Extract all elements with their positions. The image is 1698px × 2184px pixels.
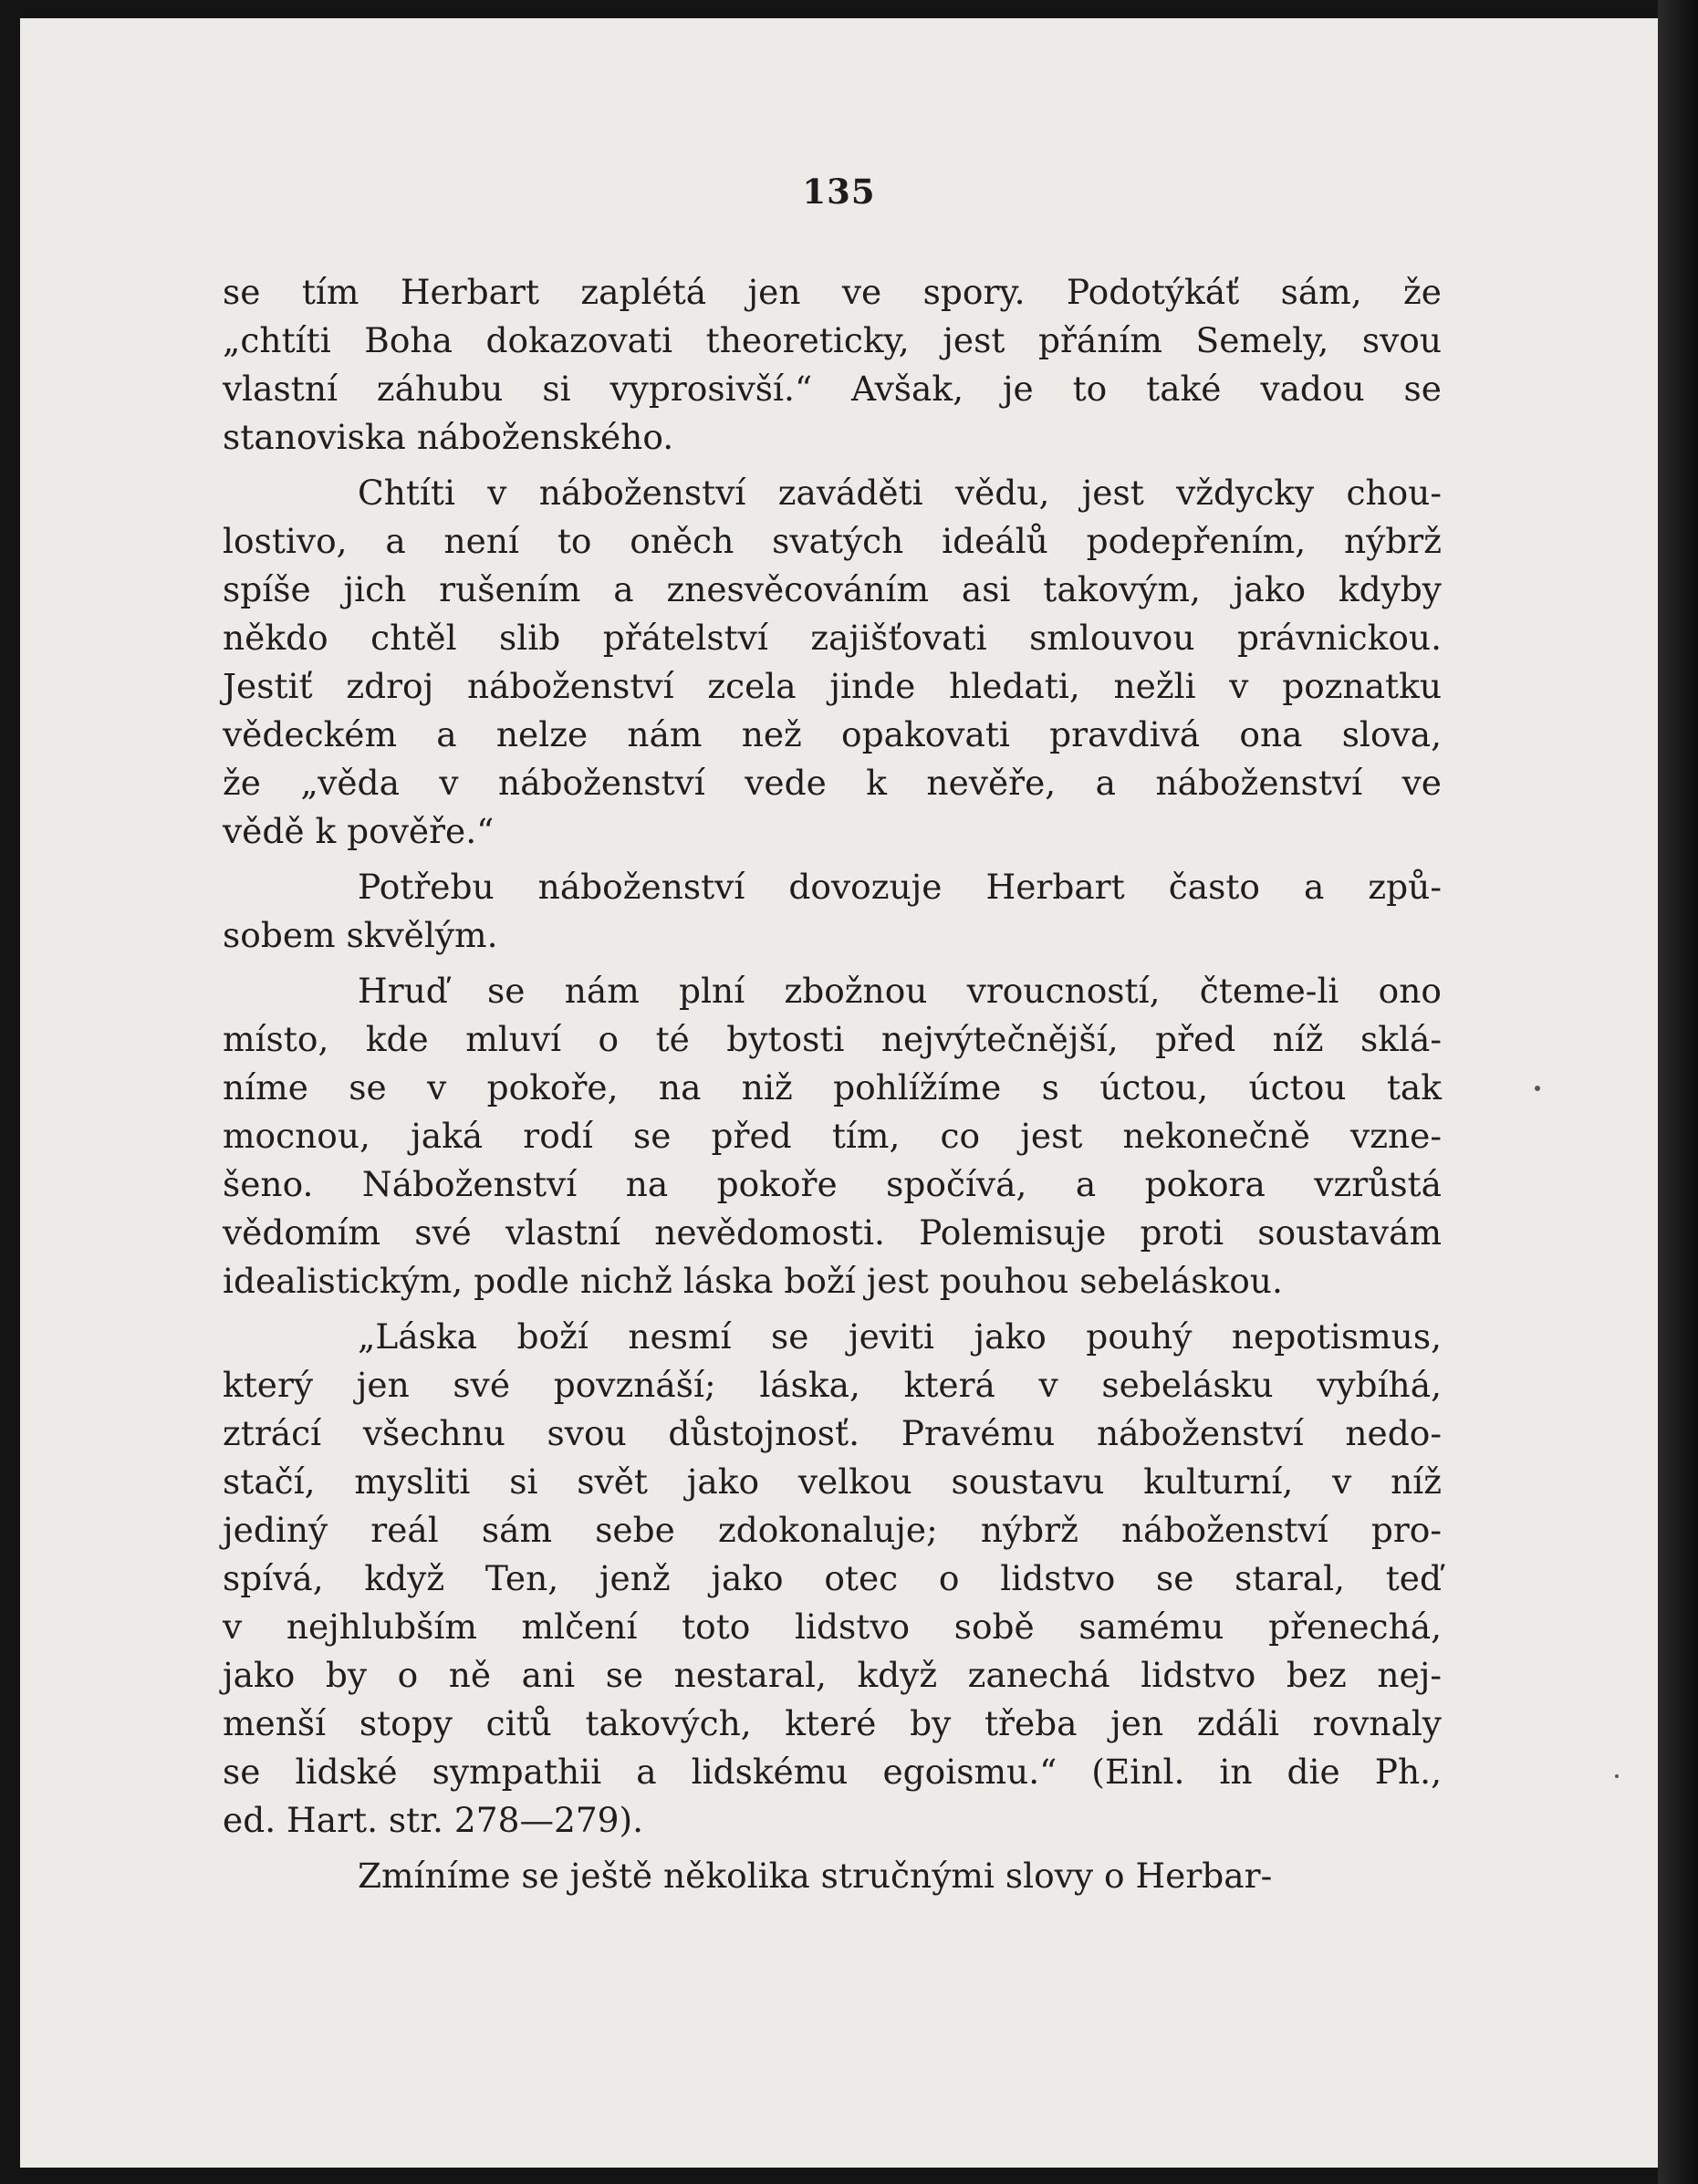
paragraph	[223, 268, 1442, 462]
dust-speck	[1615, 1774, 1619, 1778]
text-line: stanoviska náboženského.	[223, 417, 674, 457]
text-line: ed. Hart. str. 278—279).	[223, 1800, 644, 1840]
text-line: sobem skvělým.	[223, 915, 498, 955]
text-line: menší stopy citů takových, které by třeba jen zdáli rovnaly	[223, 1703, 1442, 1743]
text-line: šeno. Náboženství na pokoře spočívá, a pokora vzrůstá	[223, 1164, 1442, 1204]
text-line: že „věda v náboženství vede k nevěře, a náboženství ve	[223, 763, 1442, 803]
body-text	[223, 268, 1442, 1900]
text-line: místo, kde mluví o té bytosti nejvýtečnější, před níž sklá-	[223, 1019, 1442, 1059]
text-line: stačí, mysliti si svět jako velkou soustavu kulturní, v níž	[223, 1461, 1442, 1502]
paragraph	[223, 469, 1442, 856]
paragraph	[223, 863, 1442, 960]
text-line: spíše jich rušením a znesvěcováním asi takovým, jako kdyby	[223, 569, 1442, 609]
text-line: vědomím své vlastní nevědomosti. Polemisuje proti soustavám	[223, 1212, 1442, 1253]
page-edge-shadow	[1658, 0, 1698, 2184]
text-line: Chtíti v náboženství zaváděti vědu, jest vždycky chou-	[358, 473, 1442, 513]
text-line: vlastní záhubu si vyprosivší.“ Avšak, je to také vadou se	[223, 369, 1442, 409]
text-line: vědě k pověře.“	[223, 811, 495, 851]
text-line: Hruď se nám plní zbožnou vroucností, čteme-li ono	[358, 971, 1442, 1011]
book-page	[20, 18, 1658, 2168]
text-line: níme se v pokoře, na niž pohlížíme s úctou, úctou tak	[223, 1067, 1442, 1108]
text-line: spívá, když Ten, jenž jako otec o lidstvo se staral, teď	[223, 1558, 1442, 1598]
text-line: lostivo, a není to oněch svatých ideálů podepřením, nýbrž	[223, 521, 1442, 561]
text-line: jediný reál sám sebe zdokonaluje; nýbrž náboženství pro-	[223, 1510, 1442, 1550]
text-line: někdo chtěl slib přátelství zajišťovati smlouvou právnickou.	[223, 618, 1442, 658]
text-line: jako by o ně ani se nestaral, když zanechá lidstvo bez nej-	[223, 1655, 1442, 1695]
text-line: který jen své povznáší; láska, která v sebelásku vybíhá,	[223, 1365, 1442, 1405]
dust-speck	[1535, 1086, 1540, 1091]
text-line: v nejhlubším mlčení toto lidstvo sobě samému přenechá,	[223, 1607, 1442, 1647]
paragraph	[223, 1313, 1442, 1845]
text-line: Potřebu náboženství dovozuje Herbart často a způ-	[358, 867, 1442, 907]
text-line: mocnou, jaká rodí se před tím, co jest nekonečně vzne-	[223, 1116, 1442, 1156]
text-line: vědeckém a nelze nám než opakovati pravdivá ona slova,	[223, 714, 1442, 754]
text-line: ztrácí všechnu svou důstojnosť. Pravému náboženství nedo-	[223, 1413, 1442, 1453]
text-line: idealistickým, podle nichž láska boží jest pouhou sebeláskou.	[223, 1261, 1283, 1301]
text-line: „chtíti Boha dokazovati theoreticky, jest přáním Semely, svou	[223, 320, 1442, 360]
text-line: „Láska boží nesmí se jeviti jako pouhý nepotismus,	[358, 1316, 1442, 1357]
text-line: Zmíníme se ještě několika stručnými slovy o Herbar-	[358, 1856, 1273, 1896]
page-number: 135	[802, 172, 876, 212]
text-line: se tím Herbart zaplétá jen ve spory. Podotýkáť sám, že	[223, 272, 1442, 312]
paragraph	[223, 967, 1442, 1305]
text-line: se lidské sympathii a lidskému egoismu.“ (Einl. in die Ph.,	[223, 1752, 1442, 1792]
paragraph	[223, 1852, 1442, 1900]
text-line: Jestiť zdroj náboženství zcela jinde hledati, nežli v poznatku	[223, 666, 1442, 706]
